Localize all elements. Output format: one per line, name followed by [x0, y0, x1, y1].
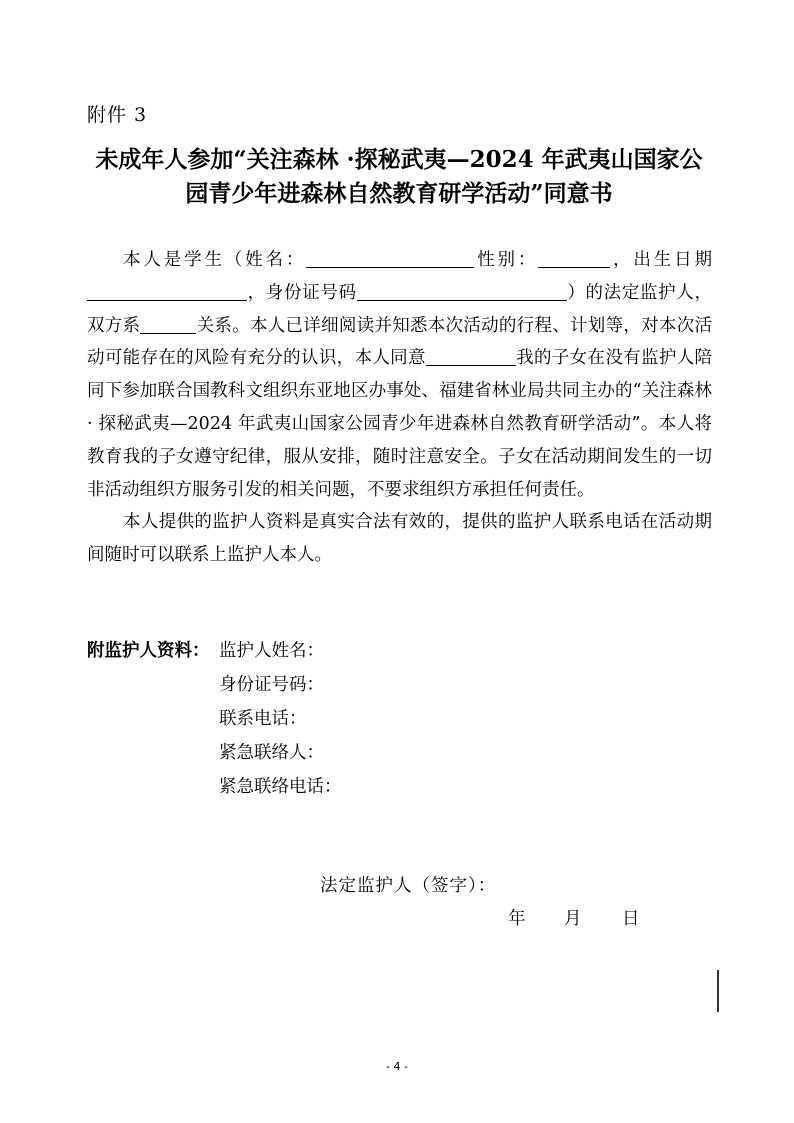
- date-day: 日: [622, 909, 640, 929]
- text-guardian: ）的法定监护人，双方系: [87, 282, 713, 336]
- gender-blank[interactable]: [538, 247, 610, 268]
- text-gender: 性别：: [474, 250, 539, 270]
- guardian-phone-field: 联系电话：: [219, 709, 307, 729]
- guardian-info-heading: 附监护人资料：: [87, 641, 210, 661]
- text-birthdate: ，出生日期: [610, 250, 713, 270]
- text-student: 本人是学生（姓名：: [123, 250, 307, 270]
- guardian-id-field: 身份证号码：: [219, 675, 324, 695]
- consent-blank[interactable]: [426, 345, 516, 366]
- title-line-2: 园青少年进森林自然教育研学活动”同意书: [185, 180, 613, 207]
- signature-label: 法定监护人（签字）：: [320, 876, 497, 896]
- date-month: 月: [564, 909, 582, 929]
- document-title: [84, 143, 714, 211]
- text-relationship: 关系。本人已详细阅读并知悉本次活动的行程、计划等，对本次活动可能存在的风险有充分的认识，本人同意: [87, 315, 712, 369]
- consent-body: [87, 244, 712, 572]
- emergency-phone-field: 紧急联络电话：: [219, 777, 342, 797]
- consent-paragraph-2: 本人提供的监护人资料是真实合法有效的，提供的监护人联系电话在活动期间随时可以联系上监护人本人。: [87, 512, 712, 566]
- date-year: 年: [508, 909, 526, 929]
- relationship-blank[interactable]: [140, 313, 196, 334]
- name-blank[interactable]: [306, 247, 474, 268]
- consent-paragraph-1: [87, 244, 712, 506]
- text-id-number: ，身份证号码: [247, 282, 357, 303]
- page-number: - 4 -: [386, 1060, 408, 1073]
- guardian-name-field: 监护人姓名：: [219, 641, 324, 661]
- attachment-label: 附件 3: [87, 104, 148, 126]
- birthdate-blank[interactable]: [87, 280, 247, 301]
- title-line-1: 未成年人参加“关注森林 ·探秘武夷—2024 年武夷山国家公: [95, 146, 703, 173]
- text-activity: 我的子女在没有监护人陪同下参加联合国教科文组织东亚地区办事处、福建省林业局共同主办的“关注森林 · 探秘武夷—2024 年武夷山国家公园青少年进森林自然教育研学活动”。本人将教育我的子女遵守纪律，服从安排，随时注意安全。子女在活动期间发生的一切非活动组织方服务引发的相关问题，不要求组织方承担任何责任。: [87, 348, 713, 500]
- emergency-contact-field: 紧急联络人：: [219, 743, 324, 763]
- margin-line: [717, 970, 719, 1012]
- id-number-blank[interactable]: [357, 280, 567, 301]
